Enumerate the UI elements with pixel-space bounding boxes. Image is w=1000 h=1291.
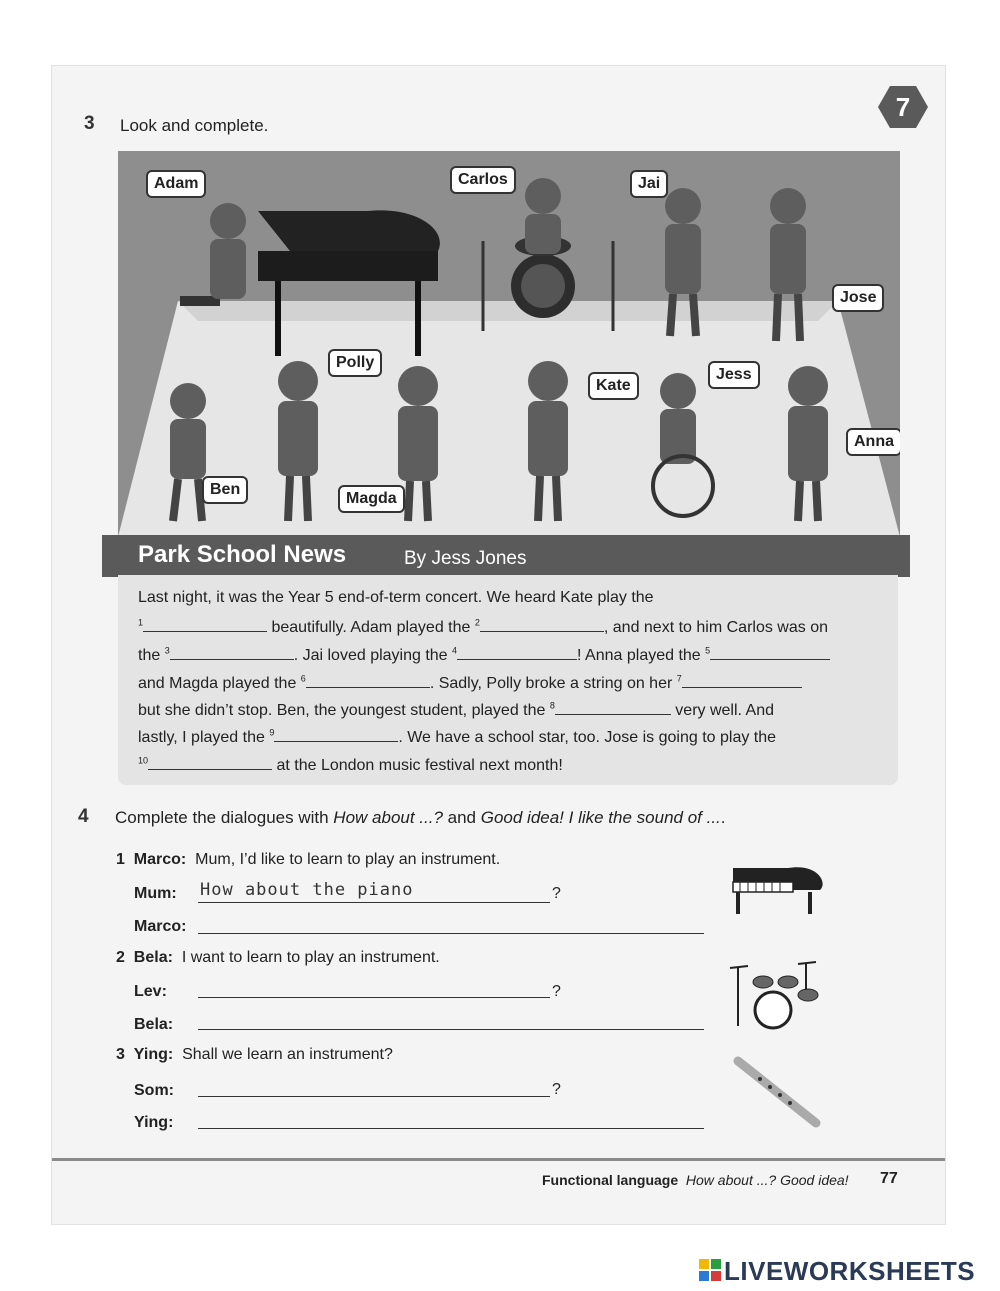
- piano-icon: [728, 858, 828, 918]
- dialogue-2-line-a: 2 Bela: I want to learn to play an instrument.: [116, 949, 440, 966]
- dialogue-2-reply-line[interactable]: [198, 1029, 704, 1030]
- dialogue-2-speaker-c: Bela:: [134, 1016, 174, 1033]
- news-line-1: Last night, it was the Year 5 end-of-term concert. We heard Kate play the: [138, 589, 654, 606]
- dialogue-2-question-mark: ?: [552, 983, 561, 1000]
- label-polly: Polly: [328, 349, 382, 377]
- news-line-7: $^{10}$ at the London music festival next month!: [138, 755, 563, 774]
- news-line-4: and Magda played the $^6$ . Sadly, Polly broke a string on her $^7$: [138, 673, 802, 693]
- label-ben: Ben: [202, 476, 248, 504]
- label-carlos: Carlos: [450, 166, 516, 194]
- dialogue-1-answer[interactable]: How about the piano: [200, 880, 414, 900]
- label-jai: Jai: [630, 170, 668, 198]
- blank-1[interactable]: [143, 617, 267, 632]
- label-anna: Anna: [846, 428, 900, 456]
- footer-label: Functional language How about ...? Good idea!: [542, 1172, 849, 1188]
- label-jose: Jose: [832, 284, 884, 312]
- blank-3[interactable]: [170, 645, 294, 660]
- news-title: Park School News: [138, 541, 347, 568]
- exercise-3-number: 3: [84, 113, 95, 134]
- unit-badge: [878, 84, 928, 130]
- blank-10[interactable]: [148, 755, 272, 770]
- dialogue-2-answer-line[interactable]: [198, 997, 550, 998]
- footer-rule: [52, 1158, 945, 1161]
- blank-6[interactable]: [306, 673, 430, 688]
- dialogue-2-speaker-b: Lev:: [134, 983, 167, 1000]
- blank-2[interactable]: [480, 617, 604, 632]
- liveworksheets-brand[interactable]: LIVEWORKSHEETS: [724, 1256, 976, 1286]
- dialogue-1-answer-line: [198, 902, 550, 903]
- dialogue-3-answer-line[interactable]: [198, 1096, 550, 1097]
- page-number: 77: [880, 1170, 898, 1187]
- page-margin: [0, 0, 52, 1291]
- concert-illustration: [118, 151, 900, 537]
- dialogue-3-question-mark: ?: [552, 1081, 561, 1098]
- news-line-5: but she didn’t stop. Ben, the youngest student, played the $^8$ very well. And: [138, 700, 775, 719]
- dialogue-1-speaker-b: Mum:: [134, 885, 177, 902]
- dialogue-1-line-a: 1 Marco: Mum, I’d like to learn to play an instrument.: [116, 851, 501, 868]
- recorder-icon: [730, 1055, 825, 1130]
- dialogue-3-speaker-c: Ying:: [134, 1114, 174, 1131]
- dialogue-1-question-mark: ?: [552, 885, 561, 902]
- exercise-4-number: 4: [78, 806, 89, 827]
- label-kate: Kate: [588, 372, 639, 400]
- dialogue-1-speaker-c: Marco:: [134, 918, 187, 935]
- liveworksheets-logo-icon: [699, 1259, 721, 1281]
- label-jess: Jess: [708, 361, 760, 389]
- news-line-2: $^1$ beautifully. Adam played the $^2$ , and next to him Carlos was on: [138, 617, 828, 636]
- dialogue-1-reply-line[interactable]: [198, 933, 704, 934]
- dialogue-3-line-a: 3 Ying: Shall we learn an instrument?: [116, 1046, 393, 1063]
- news-line-3: the $^3$ . Jai loved playing the $^4$ ! Anna played the $^5$: [138, 645, 830, 665]
- blank-5[interactable]: [710, 645, 830, 660]
- label-magda: Magda: [338, 485, 405, 513]
- news-byline: By Jess Jones: [404, 548, 527, 569]
- label-adam: Adam: [146, 170, 206, 198]
- svg-text:7: 7: [895, 92, 911, 122]
- exercise-3-title: Look and complete.: [120, 116, 269, 135]
- dialogue-3-reply-line[interactable]: [198, 1128, 704, 1129]
- dialogue-3-speaker-b: Som:: [134, 1082, 174, 1099]
- exercise-4-title: Complete the dialogues with How about ...? and Good idea! I like the sound of ....: [115, 808, 726, 827]
- news-line-6: lastly, I played the $^9$ . We have a school star, too. Jose is going to play the: [138, 727, 777, 746]
- blank-9[interactable]: [274, 727, 398, 742]
- blank-8[interactable]: [555, 700, 671, 715]
- drum-kit-icon: [728, 960, 823, 1030]
- blank-4[interactable]: [457, 645, 577, 660]
- blank-7[interactable]: [682, 673, 802, 688]
